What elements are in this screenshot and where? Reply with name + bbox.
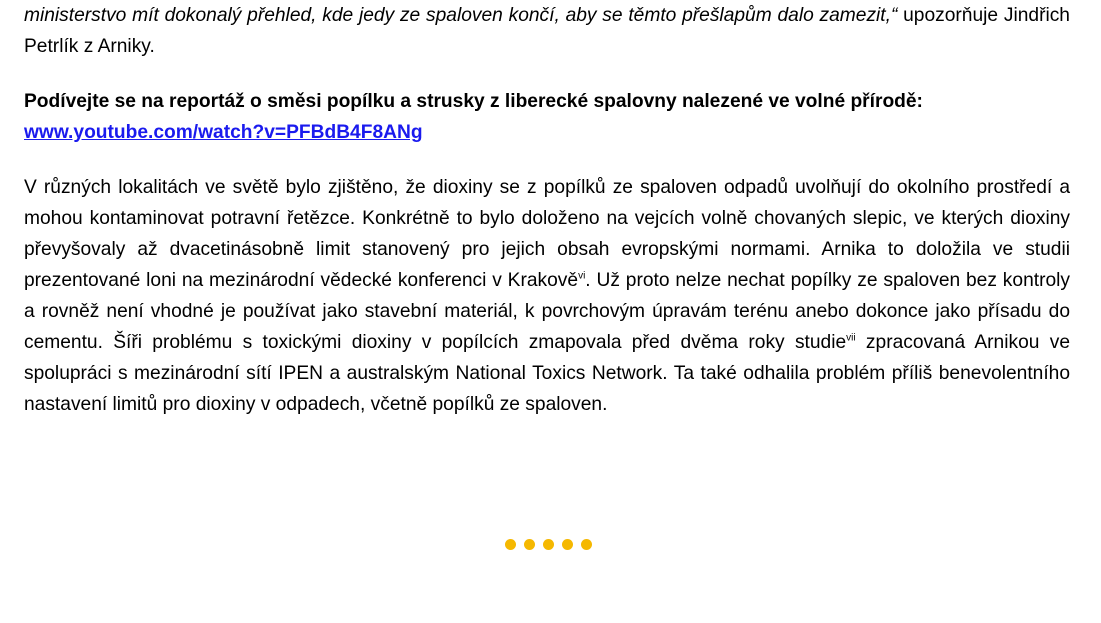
- separator-dot: [581, 539, 592, 550]
- section-separator: [505, 539, 592, 550]
- dioxin-paragraph: [24, 172, 1070, 420]
- footnote-ref-vii[interactable]: vii: [846, 332, 856, 344]
- separator-dot: [562, 539, 573, 550]
- report-heading: Podívejte se na reportáž o směsi popílku a strusky z liberecké spalovny nalezené ve volné přírodě:: [24, 91, 923, 112]
- dioxin-text-part-3: zpracovaná Arnikou ve spolupráci s mezinárodní sítí IPEN a australským National Toxics Network. Ta také odhalila problém příliš benevolentního nastavení limitů pro dioxiny v odpadech, včetně popílků ze spaloven.: [24, 332, 1070, 415]
- quote-attribution: upozorňuje Jindřich Petrlík z Arniky.: [24, 5, 1070, 57]
- dioxin-text-part-2: . Už proto nelze nechat popílky ze spaloven bez kontroly a rovněž není vhodné je používat jako stavební materiál, k povrchovým úpravám terénu anebo dokonce jako přísadu do cementu. Šíři problému s toxickými dioxiny v popílcích zmapovala před dvěma roky studie: [24, 270, 1070, 353]
- separator-dot: [505, 539, 516, 550]
- dioxin-text-part-1: V různých lokalitách ve světě bylo zjištěno, že dioxiny se z popílků ze spaloven odpadů uvolňují do okolního prostředí a mohou kontaminovat potravní řetězce. Konkrétně to bylo doloženo na vejcích volně chovaných slepic, ve kterých dioxiny převyšovaly až dvacetinásobně limit stanovený pro jejich obsah evropskými normami. Arnika to doložila ve studii prezentované loni na mezinárodní vědecké konferenci v Krakově: [24, 177, 1070, 291]
- quote-text: ministerstvo mít dokonalý přehled, kde jedy ze spaloven končí, aby se těmto přešlapům dalo zamezit,“: [24, 5, 898, 26]
- quote-paragraph: [24, 0, 1070, 62]
- document-page: [24, 0, 1070, 420]
- separator-dot: [524, 539, 535, 550]
- report-paragraph: [24, 86, 1070, 148]
- youtube-link[interactable]: www.youtube.com/watch?v=PFBdB4F8ANg: [24, 122, 423, 143]
- footnote-ref-vi[interactable]: vi: [578, 270, 586, 282]
- separator-dot: [543, 539, 554, 550]
